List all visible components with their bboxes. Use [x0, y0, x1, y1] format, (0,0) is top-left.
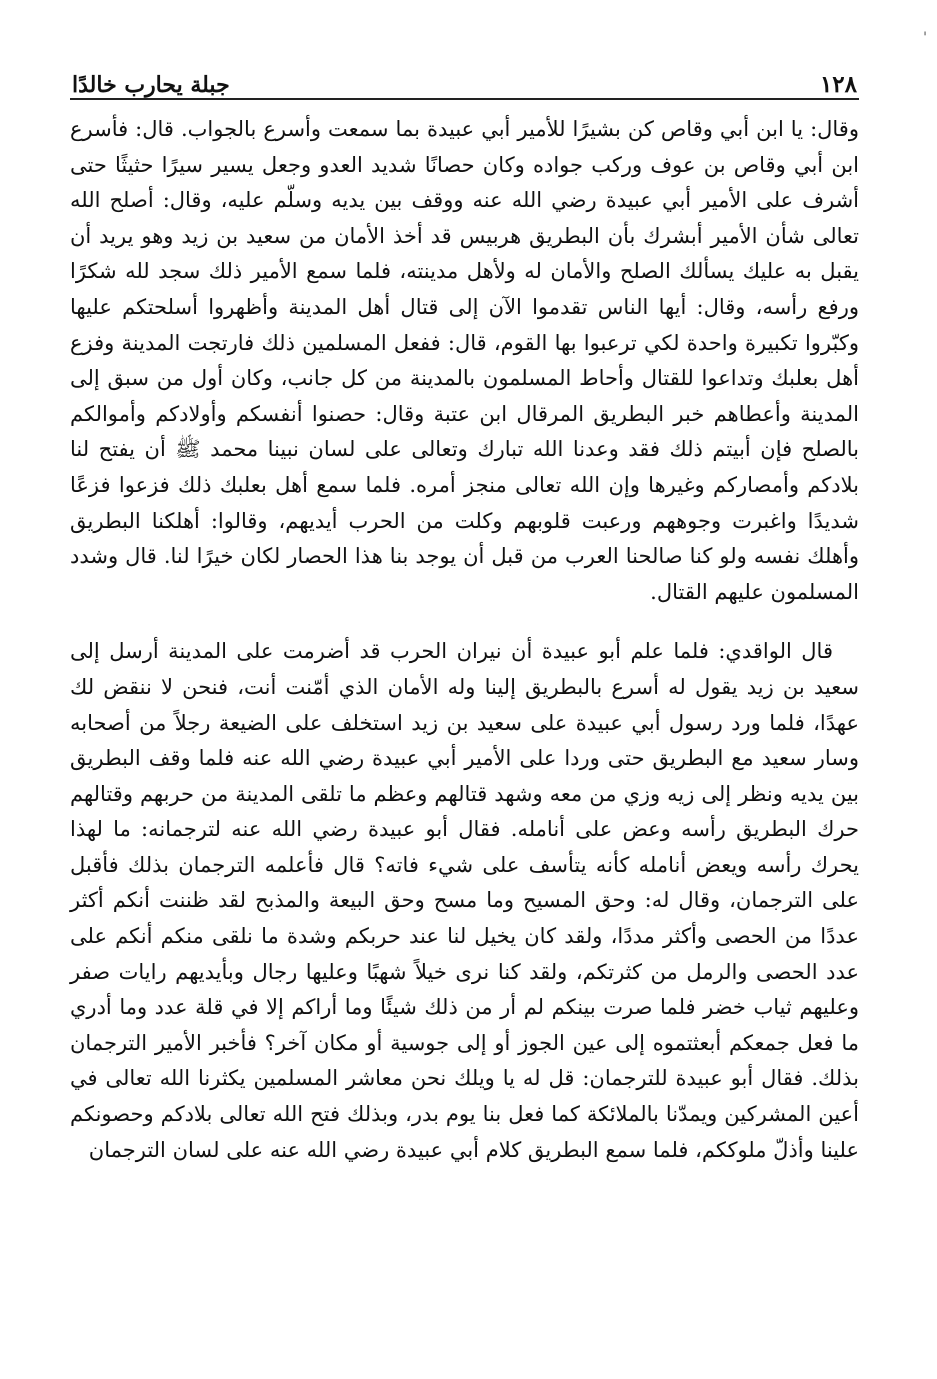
header-rule — [70, 98, 859, 100]
running-title: جبلة يحارب خالدًا — [72, 72, 230, 98]
corner-mark: ' — [923, 30, 927, 46]
running-header — [72, 52, 857, 96]
paragraph: وقال: يا ابن أبي وقاص كن بشيرًا للأمير أبي عبيدة بما سمعت وأسرع بالجواب. قال: فأسرع ابن أبي وقاص بن عوف وركب جواده وكان حصانًا شديد العدو وجعل يسير سيرًا حثيثًا حتى أشرف على الأمير أبي عبيدة رضي الله عنه ووقف بين يديه وسلّم عليه، وقال: أصلح الله تعالى شأن الأمير أبشرك بأن البطريق هربيس قد أخذ الأمان من سعيد بن زيد وهو يريد أن يقبل به عليك يسألك الصلح والأمان له ولأهل مدينته، فلما سمع الأمير ذلك سجد لله شكرًا ورفع رأسه، وقال: أيها الناس تقدموا الآن إلى قتال أهل المدينة وأظهروا أسلحتكم عليها وكبّروا تكبيرة واحدة لكي ترعبوا بها القوم، قال: ففعل المسلمين ذلك فارتجت المدينة وفزع أهل بعلبك وتداعوا للقتال وأحاط المسلمون بالمدينة من كل جانب، وكان أول من سبق إلى المدينة وأعطاهم خبر البطريق المرقال ابن عتبة وقال: حصنوا أنفسكم وأولادكم وأموالكم بالصلح فإن أبيتم ذلك فقد وعدنا الله تبارك وتعالى على لسان نبينا محمد ﷺ أن يفتح لنا بلادكم وأمصاركم وغيرها وإن الله تعالى منجز أمره. فلما سمع أهل بعلبك ذلك فزعوا فزعًا شديدًا واغبرت وجوههم ورعبت قلوبهم وكلت من الحرب أيديهم، وقالوا: أهلكنا البطريق وأهلك نفسه ولو كنا صالحنا العرب من قبل أن يوجد بنا هذا الحصار لكان خيرًا لنا. قال وشدد المسلمون عليهم القتال. — [70, 117, 859, 604]
body-text — [70, 112, 859, 1168]
page-number: ١٢٨ — [819, 71, 857, 98]
paragraph: قال الواقدي: فلما علم أبو عبيدة أن نيران الحرب قد أضرمت على المدينة أرسل إلى سعيد بن زيد يقول له أسرع بالبطريق إلينا وله الأمان الذي أمّنت أنت، فنحن لا ننقض لك عهدًا، فلما ورد رسول أبي عبيدة على سعيد بن زيد استخلف على الضيعة رجلاً من أصحابه وسار سعيد مع البطريق حتى وردا على الأمير أبي عبيدة رضي الله عنه فلما وقف البطريق بين يديه ونظر إلى زيه وزي من معه وشهد قتالهم وعظم ما تلقى المدينة من حربهم وقتالهم حرك البطريق رأسه وعض على أنامله. فقال أبو عبيدة رضي الله عنه لترجمانه: ما لهذا يحرك رأسه ويعض أنامله كأنه يتأسف على شيء فاته؟ قال فأعلمه الترجمان بذلك فأقبل على الترجمان، وقال له: وحق المسيح وما مسح وحق البيعة والمذبح لقد ظننت أنكم أكثر عددًا من الحصى وأكثر مددًا، ولقد كان يخيل لنا عند حربكم وشدة ما نلقى منكم أنكم على عدد الحصى والرمل من كثرتكم، ولقد كنا نرى خيلاً شهبًا وعليها رجال وبأيديهم رايات صفر وعليهم ثياب خضر فلما صرت بينكم لم أر من ذلك شيئًا وما أراكم إلا في قلة عدد وما أدري ما فعل جمعكم أبعثتموه إلى عين الجوز أو إلى جوسية أو مكان آخر؟ فأخبر الأمير الترجمان بذلك. فقال أبو عبيدة للترجمان: قل له يا ويلك نحن معاشر المسلمين يكثرنا الله تعالى في أعين المشركين ويمدّنا بالملائكة كما فعل بنا يوم بدر، وبذلك فتح الله تعالى بلادكم وحصونكم علينا وأذلّ ملوككم، فلما سمع البطريق كلام أبي عبيدة رضي الله عنه على لسان الترجمان — [70, 639, 859, 1162]
